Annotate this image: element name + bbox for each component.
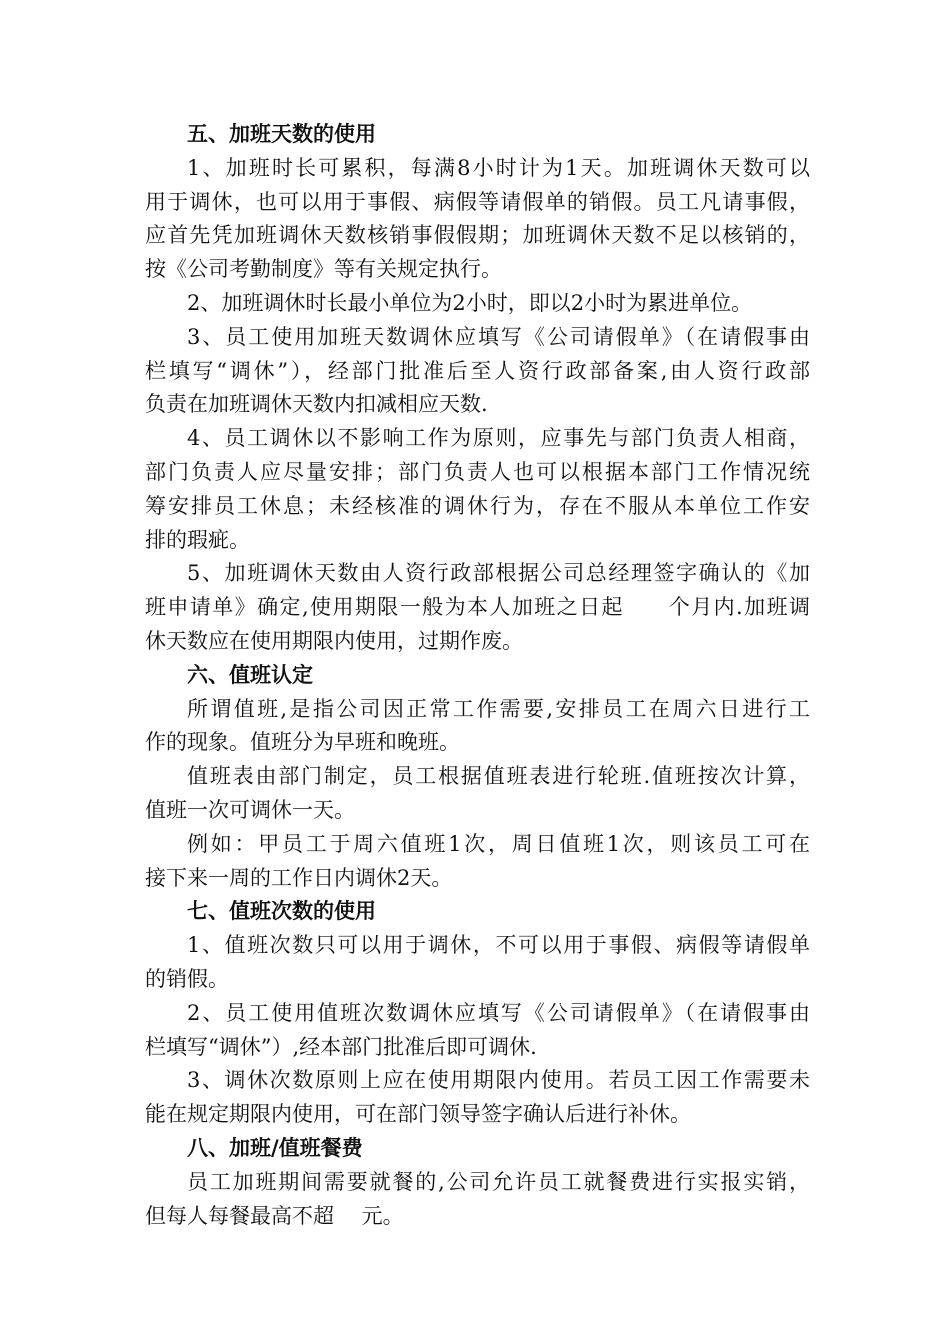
text-line: 作的现象。值班分为早班和晚班。 <box>145 730 460 755</box>
text-line: 例如：甲员工于周六值班1次，周日值班1次，则该员工可在 <box>187 831 810 856</box>
text-line: 排的瑕疵。 <box>145 527 250 552</box>
paragraph-7-2 <box>145 997 810 1065</box>
text-line: 班申请单》确定,使用期限一般为本人加班之日起 个月内.加班调 <box>145 595 810 620</box>
section-heading-8: 八、加班/值班餐费 <box>187 1135 363 1160</box>
paragraph-7-3 <box>145 1064 810 1132</box>
text-line: 栏填写“调休”），经部门批准后至人资行政部备案,由人资行政部 <box>145 358 810 383</box>
text-line: 2、加班调休时长最小单位为2小时，即以2小时为累进单位。 <box>187 290 753 315</box>
text-line: 2、员工使用值班次数调休应填写《公司请假单》（在请假事由 <box>187 1000 810 1025</box>
text-line: 筹安排员工休息；未经核准的调休行为，存在不服从本单位工作安 <box>145 493 810 518</box>
text-line: 的销假。 <box>145 966 229 991</box>
text-line: 负责在加班调休天数内扣减相应天数. <box>145 392 488 417</box>
text-line: 3、调休次数原则上应在使用期限内使用。若员工因工作需要未 <box>187 1068 810 1093</box>
text-line: 能在规定期限内使用，可在部门领导签字确认后进行补休。 <box>145 1102 691 1127</box>
section-heading-6: 六、值班认定 <box>187 662 313 687</box>
paragraph-6-1 <box>145 693 810 761</box>
text-line: 所谓值班,是指公司因正常工作需要,安排员工在周六日进行工 <box>187 696 810 721</box>
text-line: 栏填写“调休”）,经本部门批准后即可调休. <box>145 1034 537 1059</box>
paragraph-6-2 <box>145 760 810 828</box>
section-heading-5: 五、加班天数的使用 <box>187 122 376 146</box>
text-line: 接下来一周的工作日内调休2天。 <box>145 865 453 890</box>
text-line: 应首先凭加班调休天数核销事假假期；加班调休天数不足以核销的， <box>145 223 810 248</box>
text-line: 部门负责人应尽量安排；部门负责人也可以根据本部门工作情况统 <box>145 459 810 484</box>
paragraph-5-3 <box>145 321 810 422</box>
paragraph-5-4 <box>145 422 810 557</box>
text-line: 3、员工使用加班天数调休应填写《公司请假单》（在请假事由 <box>187 324 810 349</box>
text-line: 但每人每餐最高不超 元。 <box>145 1203 404 1228</box>
text-line: 值班表由部门制定，员工根据值班表进行轮班.值班按次计算， <box>187 764 810 789</box>
text-line: 4、员工调休以不影响工作为原则，应事先与部门负责人相商， <box>187 426 810 451</box>
text-line: 休天数应在使用期限内使用，过期作废。 <box>145 628 523 653</box>
text-line: 用于调休，也可以用于事假、病假等请假单的销假。员工凡请事假， <box>145 189 810 214</box>
text-line: 员工加班期间需要就餐的,公司允许员工就餐费进行实报实销， <box>187 1169 810 1194</box>
paragraph-5-5 <box>145 557 810 658</box>
paragraph-6-3 <box>145 828 810 896</box>
paragraph-8-1 <box>145 1166 810 1234</box>
text-line: 按《公司考勤制度》等有关规定执行。 <box>145 257 502 282</box>
paragraph-5-1 <box>145 152 810 287</box>
text-line: 5、加班调休天数由人资行政部根据公司总经理签字确认的《加 <box>187 561 810 586</box>
text-line: 1、加班时长可累积，每满8小时计为1天。加班调休天数可以 <box>187 155 810 180</box>
text-line: 值班一次可调休一天。 <box>145 797 355 822</box>
paragraph-7-1 <box>145 929 810 997</box>
paragraph-5-2 <box>145 287 810 321</box>
section-heading-7: 七、值班次数的使用 <box>187 899 376 924</box>
text-line: 1、值班次数只可以用于调休，不可以用于事假、病假等请假单 <box>187 933 810 958</box>
